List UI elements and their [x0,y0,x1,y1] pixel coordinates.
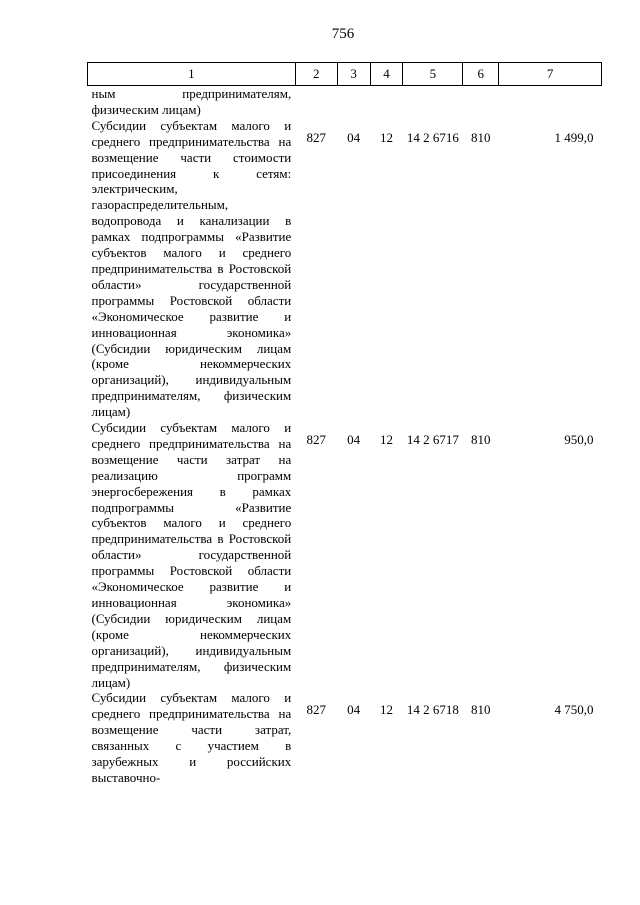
row-amount: 1 499,0 [554,129,594,145]
row-target-code [403,86,463,118]
row-subsection-code [370,86,403,118]
row-amount: 4 750,0 [554,702,594,718]
row-expense-type [463,86,499,118]
row-ministry-code [295,86,337,118]
page-number: 756 [331,26,355,42]
column-header: 5 [403,63,463,86]
row-ministry-code: 827 [306,432,326,448]
row-amount: 950,0 [564,432,594,448]
column-header: 4 [370,63,403,86]
row-section-code: 04 [347,702,361,718]
row-ministry-code: 827 [306,129,326,145]
table-header-row [88,63,602,86]
row-target-code: 14 2 6716 [406,129,459,145]
row-amount [499,86,602,118]
table-row [88,118,602,420]
row-expense-type: 810 [471,702,491,718]
row-expense-type: 810 [471,432,491,448]
row-target-code: 14 2 6718 [406,702,459,718]
table-row [88,86,602,118]
row-subsection-code: 12 [380,702,393,718]
table-row [88,420,602,690]
row-description: Субсидии субъектам малого и среднего предпринимательства на возмещение части затрат на реализацию программ энергосбережения в рамках подпрограммы «Развитие субъектов малого и среднего предпринимательства в Ростовской области» государственной программы Ростовской области «Экономическое развитие и инновационная экономика» (Субсидии юридическим лицам (кроме некоммерческих организаций), индивидуальным предпринимателям, физическим лицам) [91,420,292,690]
row-description: Субсидии субъектам малого и среднего предпринимательства на возмещение части стоимости присоединения к сетям: электрическим, газораспределительным, водопровода и канализации в рамках подпрограммы «Развитие субъектов малого и среднего предпринимательства в Ростовской области» государственной программы Ростовской области «Экономическое развитие и инновационная экономика» (Субсидии юридическим лицам (кроме некоммерческих организаций), индивидуальным предпринимателям, физическим лицам) [91,117,292,420]
table-row [88,690,602,785]
row-section-code: 04 [347,129,361,145]
column-header: 1 [88,63,296,86]
row-ministry-code: 827 [306,702,326,718]
column-header: 2 [295,63,337,86]
row-description: Субсидии субъектам малого и среднего предпринимательства на возмещение части затрат, связанных с участием в зарубежных и российских выставочно- [91,690,292,785]
row-target-code: 14 2 6717 [406,432,459,448]
column-header: 6 [463,63,499,86]
column-header: 7 [499,63,602,86]
row-subsection-code: 12 [380,432,393,448]
column-header: 3 [337,63,370,86]
row-expense-type: 810 [471,129,491,145]
row-description: ным предпринимателям, физическим лицам) [91,86,292,117]
budget-table [87,62,602,786]
row-subsection-code: 12 [380,129,393,145]
row-section-code [337,86,370,118]
row-section-code: 04 [347,432,361,448]
